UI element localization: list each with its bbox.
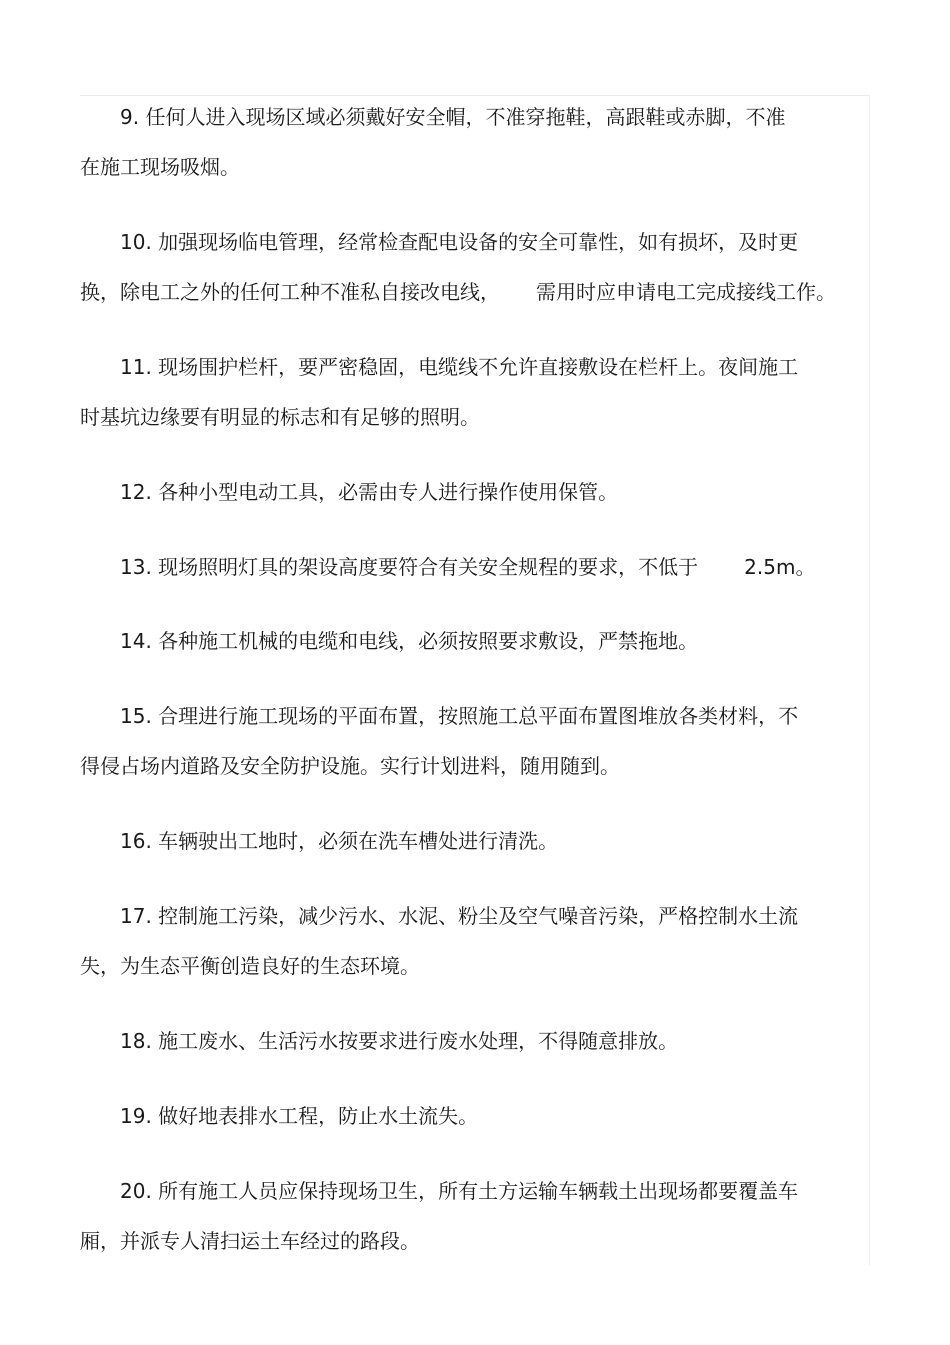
- paragraph-line: 10. 加强现场临电管理，经常检查配电设备的安全可靠性，如有损坏，及时更: [120, 230, 799, 254]
- paragraph-line: 换，除电工之外的任何工种不准私自接改电线，: [80, 280, 500, 304]
- paragraph-item-17: [80, 891, 840, 991]
- paragraph-line: 11. 现场围护栏杆，要严密稳固，电缆线不允许直接敷设在栏杆上。夜间施工: [120, 355, 799, 379]
- paragraph-line: 18. 施工废水、生活污水按要求进行废水处理，不得随意排放。: [120, 1029, 679, 1053]
- paragraph-line: 失，为生态平衡创造良好的生态环境。: [80, 954, 420, 978]
- paragraph-item-10: [80, 217, 840, 317]
- paragraph-line: 14. 各种施工机械的电缆和电线，必须按照要求敷设，严禁拖地。: [120, 629, 699, 653]
- paragraph-line: 13. 现场照明灯具的架设高度要符合有关安全规程的要求，不低于: [120, 555, 699, 579]
- paragraph-line: 15. 合理进行施工现场的平面布置，按照施工总平面布置图堆放各类材料，不: [120, 704, 799, 728]
- paragraph-line: 16. 车辆驶出工地时，必须在洗车槽处进行清洗。: [120, 829, 559, 853]
- paragraph-line: 在施工现场吸烟。: [80, 155, 240, 179]
- paragraph-item-14: [80, 616, 840, 666]
- paragraph-item-16: [80, 816, 840, 866]
- paragraph-item-12: [80, 467, 840, 517]
- paragraph-line-continuation: 需用时应申请电工完成接线工作。: [536, 280, 836, 304]
- measurement-value: 2.5m。: [744, 555, 816, 579]
- paragraph-line: 19. 做好地表排水工程，防止水土流失。: [120, 1104, 479, 1128]
- paragraph-item-18: [80, 1016, 840, 1066]
- paragraph-item-9: [80, 92, 840, 192]
- paragraph-item-13: [80, 542, 840, 592]
- paragraph-line: 9. 任何人进入现场区域必须戴好安全帽，不准穿拖鞋，高跟鞋或赤脚，不准: [120, 105, 786, 129]
- paragraph-line: 17. 控制施工污染，减少污水、水泥、粉尘及空气噪音污染，严格控制水土流: [120, 904, 799, 928]
- paragraph-line: 厢，并派专人清扫运土车经过的路段。: [80, 1229, 420, 1253]
- paragraph-item-11: [80, 342, 840, 442]
- paragraph-line: 20. 所有施工人员应保持现场卫生，所有土方运输车辆载土出现场都要覆盖车: [120, 1179, 799, 1203]
- paragraph-line: 时基坑边缘要有明显的标志和有足够的照明。: [80, 405, 480, 429]
- paragraph-line: 得侵占场内道路及安全防护设施。实行计划进料，随用随到。: [80, 754, 620, 778]
- paragraph-item-15: [80, 691, 840, 791]
- paragraph-item-19: [80, 1091, 840, 1141]
- paragraph-item-20: [80, 1166, 840, 1266]
- paragraph-line: 12. 各种小型电动工具，必需由专人进行操作使用保管。: [120, 480, 619, 504]
